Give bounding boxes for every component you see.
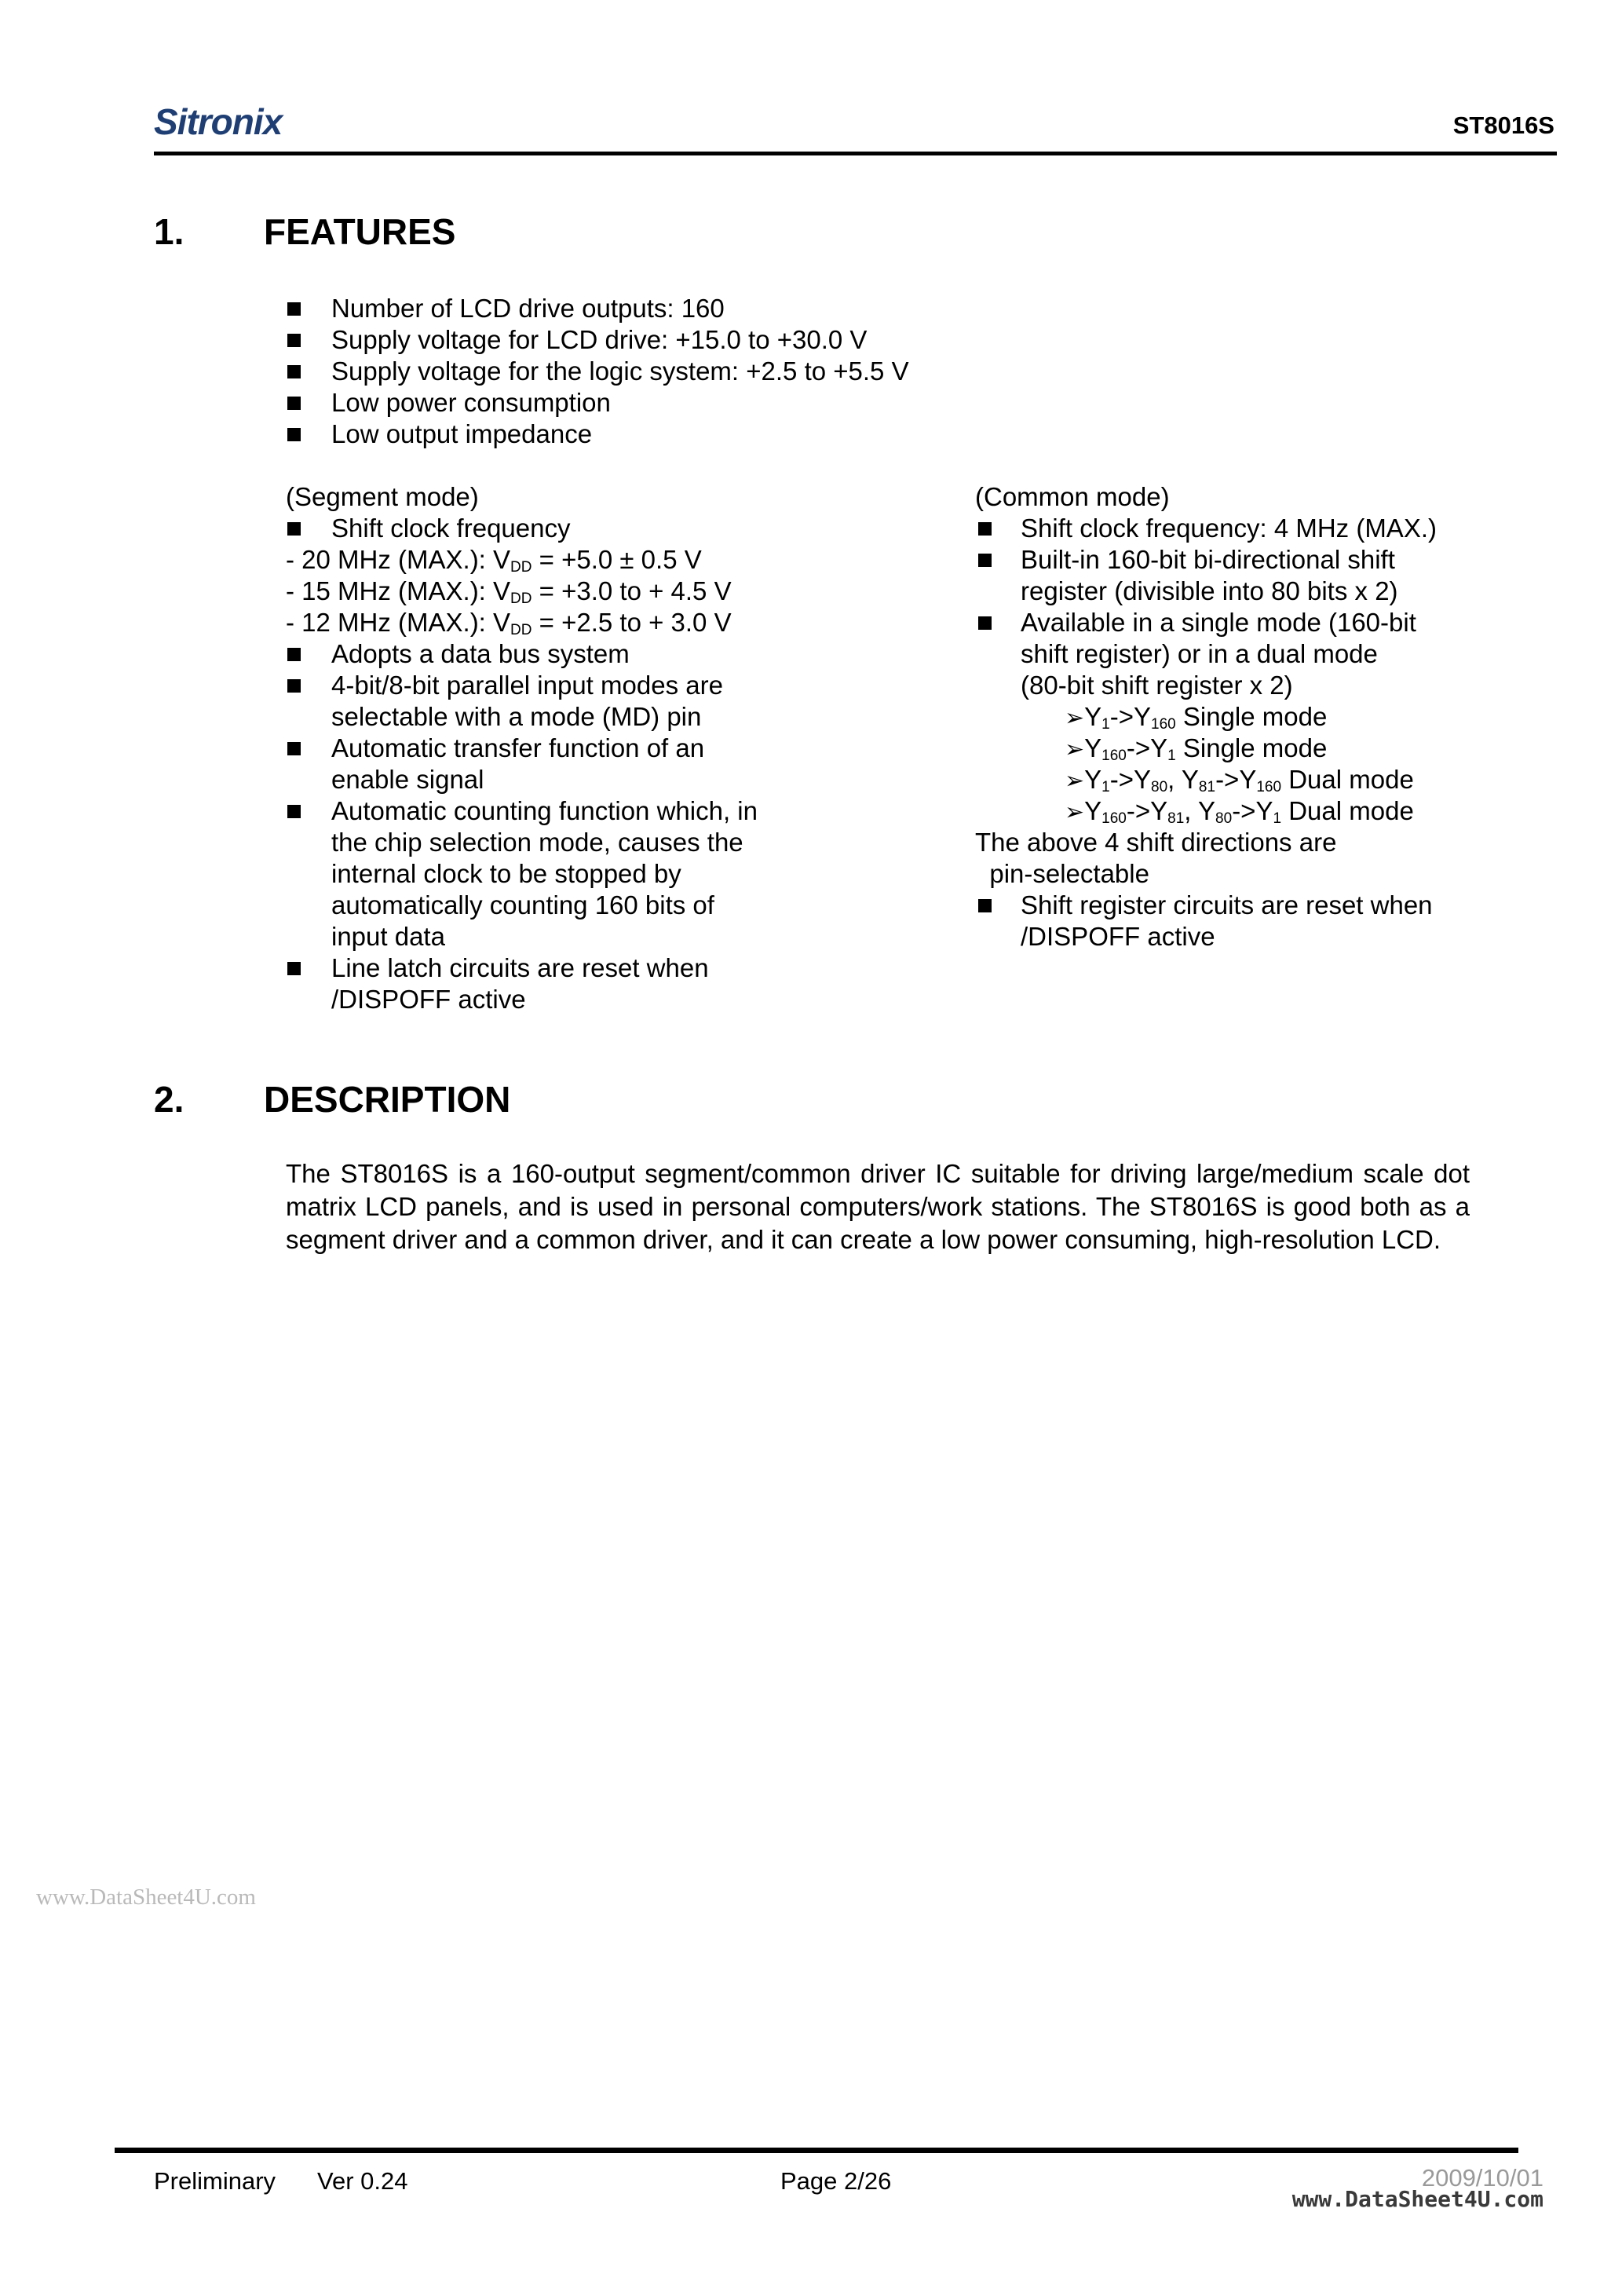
- segment-frequency-line: [286, 544, 702, 576]
- segment-item-line: Automatic transfer function of an: [331, 733, 705, 762]
- segment-item-line: the chip selection mode, causes the: [331, 828, 743, 857]
- freq-subscript: DD: [510, 622, 532, 638]
- square-bullet-icon: [287, 365, 301, 378]
- square-bullet-icon: [978, 899, 992, 912]
- segment-item-line: Adopts a data bus system: [331, 639, 630, 668]
- feature-item: Supply voltage for LCD drive: +15.0 to +30.0 V: [331, 325, 868, 354]
- watermark-right: www.DataSheet4U.com: [1291, 2186, 1543, 2212]
- document-id: ST8016S: [1452, 112, 1554, 139]
- mode-text: , Y: [1167, 765, 1199, 794]
- segment-mode-heading: (Segment mode): [286, 482, 479, 511]
- square-bullet-icon: [287, 648, 301, 661]
- mode-text: ->Y: [1109, 765, 1152, 794]
- square-bullet-icon: [287, 805, 301, 818]
- square-bullet-icon: [978, 554, 992, 567]
- arrow-right-icon: ➢: [1065, 705, 1085, 731]
- segment-item-line: automatically counting 160 bits of: [331, 890, 714, 919]
- mode-text: ->Y: [1126, 733, 1168, 762]
- section-title-features: FEATURES: [264, 211, 456, 252]
- freq-suffix: = +2.5 to + 3.0 V: [532, 608, 732, 637]
- mode-subscript: 80: [1151, 779, 1168, 795]
- mode-text: Y: [1084, 796, 1102, 825]
- arrow-right-icon: ➢: [1065, 799, 1085, 825]
- mode-subscript: 81: [1198, 779, 1216, 795]
- section-number-features: 1.: [154, 211, 184, 252]
- shift-mode-option: [1065, 795, 1414, 828]
- mode-text: Single mode: [1175, 733, 1328, 762]
- mode-text: Y: [1084, 733, 1102, 762]
- segment-frequency-line: [286, 607, 732, 638]
- mode-subscript: 1: [1167, 748, 1176, 764]
- feature-item: Low power consumption: [331, 388, 611, 417]
- mode-subscript: 160: [1256, 779, 1282, 795]
- segment-item-line: internal clock to be stopped by: [331, 859, 681, 888]
- header-divider: [154, 152, 1557, 155]
- common-item-line: Shift clock frequency: 4 MHz (MAX.): [1021, 514, 1437, 543]
- freq-subscript: DD: [510, 590, 532, 607]
- mode-subscript: 160: [1151, 716, 1176, 733]
- mode-text: ->Y: [1126, 796, 1168, 825]
- footer-status: Preliminary: [154, 2167, 276, 2195]
- mode-subscript: 81: [1167, 810, 1185, 827]
- mode-text: ->Y: [1109, 702, 1152, 731]
- freq-suffix: = +5.0 ± 0.5 V: [532, 545, 702, 574]
- footer-page-number: Page 2/26: [780, 2167, 892, 2195]
- square-bullet-icon: [978, 522, 992, 536]
- common-item-line: Shift register circuits are reset when: [1021, 890, 1433, 919]
- common-note-line: pin-selectable: [975, 859, 1149, 888]
- common-item-line: /DISPOFF active: [1021, 922, 1215, 951]
- square-bullet-icon: [287, 302, 301, 316]
- mode-subscript: 1: [1273, 810, 1282, 827]
- footer-date: 2009/10/01: [1421, 2164, 1543, 2192]
- square-bullet-icon: [287, 334, 301, 347]
- common-item-line: (80-bit shift register x 2): [1021, 671, 1293, 700]
- segment-item-line: Line latch circuits are reset when: [331, 953, 709, 982]
- freq-subscript: DD: [510, 559, 532, 576]
- mode-text: ->Y: [1215, 765, 1257, 794]
- feature-item: Supply voltage for the logic system: +2.5 to +5.5 V: [331, 356, 909, 386]
- shift-mode-option: [1065, 701, 1327, 734]
- watermark-left: www.DataSheet4U.com: [36, 1885, 256, 1910]
- mode-text: Dual mode: [1281, 796, 1414, 825]
- feature-item: Low output impedance: [331, 419, 593, 448]
- shift-mode-option: [1065, 733, 1327, 766]
- mode-text: Y: [1084, 765, 1102, 794]
- arrow-right-icon: ➢: [1065, 768, 1085, 794]
- footer-version: Ver 0.24: [317, 2167, 408, 2195]
- common-item-line: Built-in 160-bit bi-directional shift: [1021, 545, 1395, 574]
- shift-mode-option: [1065, 764, 1414, 797]
- square-bullet-icon: [978, 616, 992, 630]
- square-bullet-icon: [287, 679, 301, 693]
- square-bullet-icon: [287, 397, 301, 410]
- square-bullet-icon: [287, 428, 301, 441]
- mode-subscript: 160: [1101, 810, 1127, 827]
- common-item-line: Available in a single mode (160-bit: [1021, 608, 1416, 637]
- mode-subscript: 1: [1101, 779, 1110, 795]
- mode-subscript: 160: [1101, 748, 1127, 764]
- segment-item-line: 4-bit/8-bit parallel input modes are: [331, 671, 723, 700]
- freq-prefix: - 15 MHz (MAX.): V: [286, 576, 511, 605]
- segment-item-line: selectable with a mode (MD) pin: [331, 702, 702, 731]
- segment-shift-clock-label: Shift clock frequency: [331, 514, 571, 543]
- mode-subscript: 1: [1101, 716, 1110, 733]
- description-paragraph: The ST8016S is a 160-output segment/common driver IC suitable for driving large/medium scale dot matrix LCD panels, and is used in personal computers/work stations. The ST8016S is good both as a segment driver and a common driver, and it can create a low power consuming, high-resolution LCD.: [286, 1159, 1470, 1254]
- common-item-line: shift register) or in a dual mode: [1021, 639, 1378, 668]
- mode-text: Single mode: [1175, 702, 1328, 731]
- feature-item: Number of LCD drive outputs: 160: [331, 294, 725, 323]
- freq-prefix: - 20 MHz (MAX.): V: [286, 545, 511, 574]
- square-bullet-icon: [287, 742, 301, 755]
- square-bullet-icon: [287, 522, 301, 536]
- common-item-line: register (divisible into 80 bits x 2): [1021, 576, 1398, 605]
- segment-item-line: /DISPOFF active: [331, 985, 526, 1014]
- footer-divider: [115, 2148, 1518, 2153]
- section-title-description: DESCRIPTION: [264, 1079, 511, 1120]
- freq-suffix: = +3.0 to + 4.5 V: [532, 576, 732, 605]
- freq-prefix: - 12 MHz (MAX.): V: [286, 608, 511, 637]
- common-mode-heading: (Common mode): [975, 482, 1170, 511]
- mode-text: Dual mode: [1281, 765, 1414, 794]
- mode-text: ->Y: [1232, 796, 1273, 825]
- segment-item-line: Automatic counting function which, in: [331, 796, 758, 825]
- square-bullet-icon: [287, 962, 301, 975]
- segment-item-line: enable signal: [331, 765, 484, 794]
- common-note-line: The above 4 shift directions are: [975, 828, 1337, 857]
- sitronix-logo: Sitronix: [154, 101, 283, 142]
- arrow-right-icon: ➢: [1065, 737, 1085, 762]
- segment-frequency-line: [286, 576, 732, 607]
- segment-item-line: input data: [331, 922, 445, 951]
- mode-text: , Y: [1184, 796, 1216, 825]
- mode-subscript: 80: [1215, 810, 1233, 827]
- section-number-description: 2.: [154, 1079, 184, 1120]
- mode-text: Y: [1084, 702, 1102, 731]
